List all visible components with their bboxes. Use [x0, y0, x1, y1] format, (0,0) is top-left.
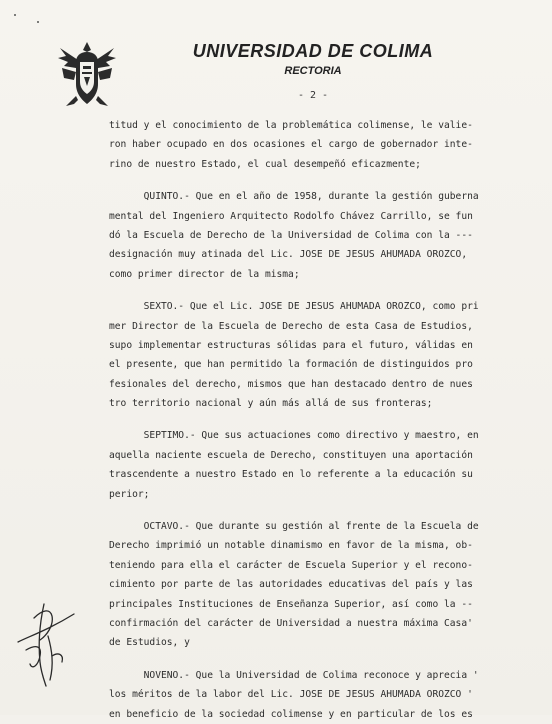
paragraph — [109, 116, 519, 174]
text-line: el presente, que han permitido la formación de distinguidos pro — [109, 359, 473, 371]
text-line: SEPTIMO.- Que sus actuaciones como directivo y maestro, en — [109, 430, 479, 442]
paragraph-gap — [109, 504, 519, 517]
text-line: ron haber ocupado en dos ocasiones el cargo de gobernador inte- — [109, 139, 473, 151]
paragraph-gap — [109, 653, 519, 666]
text-line: aquella naciente escuela de Derecho, constituyen una aportación — [109, 449, 473, 461]
page-number: - 2 - — [297, 90, 329, 101]
text-line: rino de nuestro Estado, el cual desempeñó eficazmente; — [109, 158, 421, 170]
text-line: en beneficio de la sociedad colimense y en particular de los es — [109, 708, 473, 720]
text-line: NOVENO.- Que la Universidad de Colima reconoce y aprecia ' — [109, 669, 479, 681]
institution-title: UNIVERSIDAD DE COLIMA — [192, 41, 434, 61]
paper-speck — [14, 14, 16, 16]
text-line: supo implementar estructuras sólidas para el futuro, válidas en — [109, 339, 473, 351]
paragraph — [109, 187, 519, 284]
text-line: mental del Ingeniero Arquitecto Rodolfo Chávez Carrillo, se fun — [109, 210, 473, 222]
text-line: como primer director de la misma; — [109, 268, 300, 280]
text-line: tro territorio nacional y aún más allá de sus fronteras; — [109, 398, 433, 410]
text-line: cimiento por parte de las autoridades educativas del país y las — [109, 579, 473, 591]
text-line: designación muy atinada del Lic. JOSE DE JESUS AHUMADA OROZCO, — [109, 249, 468, 261]
text-line: de Estudios, y — [109, 637, 190, 649]
text-line: OCTAVO.- Que durante su gestión al frente de la Escuela de — [109, 521, 479, 533]
paragraph — [109, 426, 519, 504]
document-body — [109, 116, 519, 724]
text-line: trascendente a nuestro Estado en lo referente a la educación su — [109, 469, 473, 481]
text-line: titud y el conocimiento de la problemática colimense, le valie- — [109, 120, 473, 131]
text-line: SEXTO.- Que el Lic. JOSE DE JESUS AHUMADA OROZCO, como pri — [109, 301, 479, 313]
office-title: RECTORIA — [284, 65, 342, 77]
text-line: principales Instituciones de Enseñanza Superior, así como la -- — [109, 598, 473, 610]
text-line: dó la Escuela de Derecho de la Universidad de Colima con la --- — [109, 229, 473, 241]
text-line: los méritos de la labor del Lic. JOSE DE JESUS AHUMADA OROZCO ' — [109, 689, 473, 701]
text-line: Derecho imprimió un notable dinamismo en favor de la misma, ob- — [109, 540, 473, 552]
paragraph-gap — [109, 174, 519, 187]
paragraph — [109, 517, 519, 653]
handwritten-signature-icon — [4, 596, 90, 688]
paper-speck — [37, 21, 39, 23]
paragraph — [109, 666, 519, 724]
text-line: fesionales del derecho, mismos que han destacado dentro de nues — [109, 378, 473, 390]
text-line: confirmación del carácter de Universidad a nuestra máxima Casa' — [109, 617, 473, 629]
text-line: perior; — [109, 488, 150, 500]
text-line: teniendo para ella el carácter de Escuela Superior y el recono- — [109, 559, 473, 571]
university-eagle-seal-icon — [56, 38, 118, 110]
paragraph-gap — [109, 413, 519, 426]
paragraph-gap — [109, 284, 519, 297]
text-line: QUINTO.- Que en el año de 1958, durante la gestión guberna — [109, 191, 479, 203]
paragraph — [109, 297, 519, 413]
text-line: mer Director de la Escuela de Derecho de esta Casa de Estudios, — [109, 320, 473, 332]
